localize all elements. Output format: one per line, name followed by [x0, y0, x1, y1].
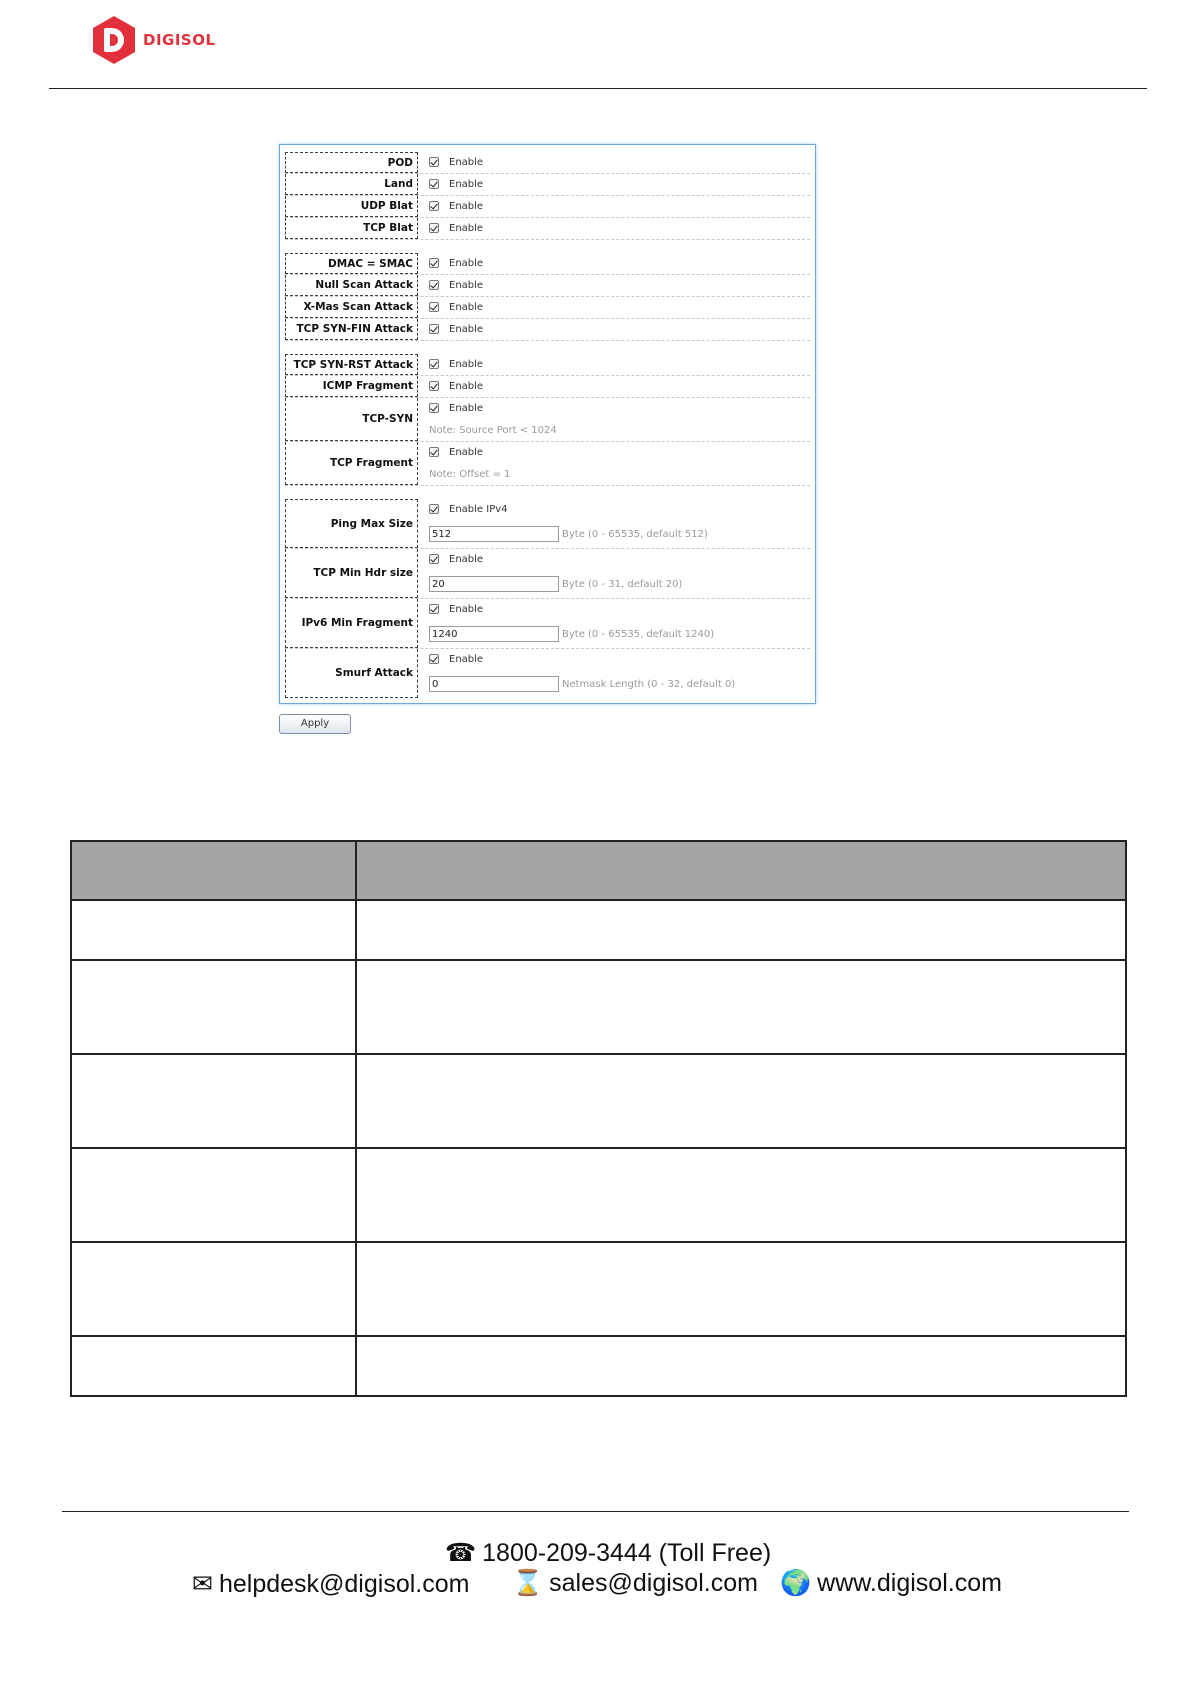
brand-name: DIGISOL — [143, 31, 216, 49]
table-cell — [356, 900, 1126, 960]
row-label: Null Scan Attack — [285, 275, 418, 296]
table-row — [71, 1242, 1126, 1336]
enable-label: Enable — [449, 222, 484, 234]
enable-label: Enable IPv4 — [449, 503, 508, 515]
enable-label: Enable — [449, 402, 484, 414]
enable-label: Enable — [449, 257, 484, 269]
row-label: UDP Blat — [285, 196, 418, 217]
table-row — [71, 960, 1126, 1054]
row-label: IPv6 Min Fragment — [285, 599, 418, 648]
table-cell — [356, 1242, 1126, 1336]
footer-divider — [62, 1511, 1129, 1512]
row-label: TCP Min Hdr size — [285, 549, 418, 598]
table-cell — [71, 1336, 356, 1396]
enable-label: Enable — [449, 200, 484, 212]
ipv6-min-fragment-input[interactable] — [429, 626, 559, 642]
globe-icon: 🌍 — [780, 1569, 812, 1597]
form-row-null-scan — [285, 275, 810, 297]
enable-checkbox[interactable] — [429, 324, 439, 334]
enable-checkbox[interactable] — [429, 403, 439, 413]
enable-checkbox[interactable] — [429, 654, 439, 664]
row-label: Ping Max Size — [285, 499, 418, 548]
enable-checkbox[interactable] — [429, 381, 439, 391]
enable-checkbox[interactable] — [429, 359, 439, 369]
enable-checkbox[interactable] — [429, 201, 439, 211]
enable-checkbox[interactable] — [429, 302, 439, 312]
enable-checkbox[interactable] — [429, 223, 439, 233]
row-label: TCP Fragment — [285, 442, 418, 485]
dos-settings-panel — [279, 144, 816, 704]
row-label: TCP SYN-FIN Attack — [285, 319, 418, 340]
footer-phone — [445, 1538, 771, 1568]
enable-checkbox[interactable] — [429, 554, 439, 564]
smurf-netmask-input[interactable] — [429, 676, 559, 692]
enable-checkbox[interactable] — [429, 447, 439, 457]
form-row-ping-max-size — [285, 499, 810, 549]
table-row — [71, 1148, 1126, 1242]
enable-checkbox[interactable] — [429, 179, 439, 189]
row-label: TCP SYN-RST Attack — [285, 354, 418, 375]
table-cell — [71, 900, 356, 960]
table-cell — [71, 1242, 356, 1336]
enable-checkbox[interactable] — [429, 157, 439, 167]
enable-label: Enable — [449, 301, 484, 313]
form-row-tcp-fragment — [285, 442, 810, 486]
website-link[interactable]: www.digisol.com — [817, 1569, 1002, 1597]
form-row-dmac-smac — [285, 253, 810, 275]
ping-max-size-input[interactable] — [429, 526, 559, 542]
row-label: Land — [285, 174, 418, 195]
enable-label: Enable — [449, 653, 484, 665]
digisol-logo — [93, 16, 216, 64]
enable-checkbox[interactable] — [429, 504, 439, 514]
table-header-cell — [71, 841, 356, 900]
input-hint: Byte (0 - 65535, default 512) — [562, 528, 708, 540]
enable-checkbox[interactable] — [429, 258, 439, 268]
form-row-xmas-scan — [285, 297, 810, 319]
phone-icon: ☎ — [445, 1539, 477, 1567]
phone-text: 1800-209-3444 (Toll Free) — [482, 1539, 772, 1567]
enable-checkbox[interactable] — [429, 604, 439, 614]
table-row — [71, 900, 1126, 960]
digisol-logo-icon — [93, 16, 135, 64]
tcp-min-hdr-input[interactable] — [429, 576, 559, 592]
sales-email[interactable]: sales@digisol.com — [549, 1569, 758, 1597]
enable-checkbox[interactable] — [429, 280, 439, 290]
row-label: POD — [285, 152, 418, 173]
table-cell — [71, 1054, 356, 1148]
table-header-cell — [356, 841, 1126, 900]
table-cell — [356, 1148, 1126, 1242]
form-row-tcp-min-hdr — [285, 549, 810, 599]
form-row-smurf-attack — [285, 649, 810, 698]
row-label: TCP Blat — [285, 218, 418, 239]
table-row — [71, 1336, 1126, 1396]
hourglass-icon: ⌛ — [512, 1569, 544, 1597]
form-row-pod — [285, 152, 810, 174]
enable-label: Enable — [449, 358, 484, 370]
form-row-ipv6-min-fragment — [285, 599, 810, 649]
row-label: Smurf Attack — [285, 649, 418, 698]
enable-label: Enable — [449, 279, 484, 291]
form-row-tcp-syn — [285, 398, 810, 442]
footer-sales — [512, 1569, 758, 1598]
mail-icon: ✉ — [192, 1570, 213, 1598]
row-label: DMAC = SMAC — [285, 253, 418, 274]
form-row-tcp-syn-fin — [285, 319, 810, 341]
enable-label: Enable — [449, 446, 484, 458]
enable-label: Enable — [449, 380, 484, 392]
enable-label: Enable — [449, 603, 484, 615]
table-cell — [356, 1054, 1126, 1148]
table-header-row — [71, 841, 1126, 900]
form-row-udp-blat — [285, 196, 810, 218]
enable-label: Enable — [449, 323, 484, 335]
enable-label: Enable — [449, 156, 484, 168]
row-label: TCP-SYN — [285, 398, 418, 441]
table-row — [71, 1054, 1126, 1148]
footer-website — [780, 1569, 1002, 1598]
row-label: ICMP Fragment — [285, 376, 418, 397]
table-cell — [71, 960, 356, 1054]
enable-label: Enable — [449, 553, 484, 565]
parameter-table — [70, 840, 1127, 1397]
helpdesk-email[interactable]: helpdesk@digisol.com — [218, 1570, 470, 1598]
enable-label: Enable — [449, 178, 484, 190]
table-cell — [356, 1336, 1126, 1396]
input-hint: Byte (0 - 31, default 20) — [562, 578, 683, 590]
apply-button[interactable]: Apply — [279, 714, 351, 734]
table-cell — [71, 1148, 356, 1242]
table-cell — [356, 960, 1126, 1054]
input-hint: Byte (0 - 65535, default 1240) — [562, 628, 715, 640]
input-hint: Netmask Length (0 - 32, default 0) — [562, 678, 736, 690]
footer-helpdesk — [192, 1569, 469, 1599]
form-row-land — [285, 174, 810, 196]
form-row-tcp-syn-rst — [285, 354, 810, 376]
row-note: Note: Source Port < 1024 — [429, 424, 557, 436]
row-label: X-Mas Scan Attack — [285, 297, 418, 318]
row-note: Note: Offset = 1 — [429, 468, 511, 480]
form-row-icmp-fragment — [285, 376, 810, 398]
header-divider — [49, 88, 1147, 89]
form-row-tcp-blat — [285, 218, 810, 240]
